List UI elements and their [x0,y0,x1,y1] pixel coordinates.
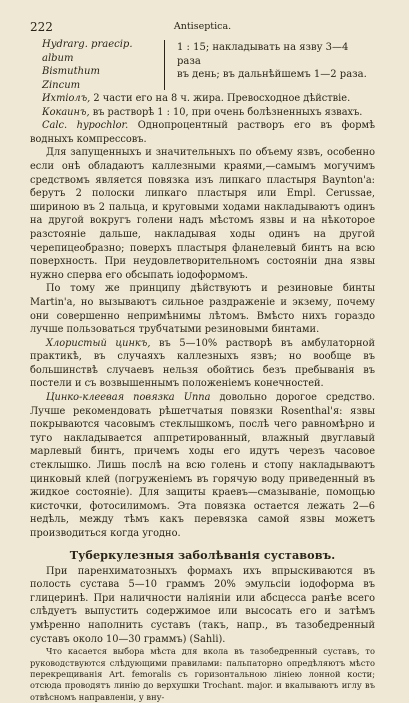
ingredient-line: Hydrarg. praecip. album [42,39,133,64]
ingredient-line: Zincum [42,79,81,91]
footnote-paragraph: Что касается выбора мѣста для вкола въ тазобедренный суставъ, то руководствуются слѣдующими правилами: пальпаторно опредѣляютъ мѣсто перекрещиванія Art. femoralis съ горизонтальною лініею лонной кости; отсюда проводятъ линію до верхушки Trochant. major. и вкалываютъ иглу въ отвѣсномъ направленіи, у вну- [30,646,375,702]
paragraph-text: въ 5—10% растворѣ въ амбулаторной практикѣ, въ случаяхъ каллезныхъ язвъ; но вообще въ большинствѣ случаевъ нельзя обойтись безъ пребыванія въ постели и съ возвышеннымъ положеніемъ конечностей. [30,337,375,390]
prescription-instructions [177,38,375,92]
section-heading: Туберкулезныя заболѣванія суставовъ. [69,547,336,562]
body-paragraph [30,391,375,541]
remedy-text: въ растворѣ 1 : 10, при очень болѣзненныхъ язвахъ. [89,106,363,118]
remedy-name: Кокаинъ, [42,106,90,118]
instruction-line: 1 : 15; накладывать на язву 3—4 раза [177,42,349,67]
body-paragraph: Для запущенныхъ и значительныхъ по объему язвъ, особенно если онѣ обладаютъ каллезными краями,—самымъ могучимъ средствомъ является повязка изъ липкаго пластыря Baynton'а: берутъ 2 полоски липкаго пластыря или Empl. Cerussae, шириною въ 2 пальца, и круговыми ходами накладываютъ одинъ на другой вокругъ голени надъ мѣстомъ язвы и на нѣкоторое разстояніе дальше, накладывая ходы одинъ на другой черепицеобразно; поверхъ пластыря фланелевый бинтъ на всю поверхность. При неудовлетворительномъ состояніи дна язвы нужно сперва его обсыпать іодоформомъ. [30,147,375,281]
running-title: Antiseptica. [173,21,232,32]
brace-divider [164,40,169,90]
section-paragraph: При паренхиматозныхъ формахъ ихъ впрыскиваются въ полость сустава 5—10 граммъ 20% эмульсіи іодоформа въ глицеринѣ. При наличности наліяніи или абсцесса ранѣе всего слѣдуетъ выпустить содержимое или высосать его и затѣмъ умѣренно наполнить суставъ (такъ, напр., въ тазобедренный суставъ около 10—30 граммъ) (Sahli). [30,565,375,645]
body-paragraph: По тому же принципу дѣйствуютъ и резиновые бинты Martin'а, но вызываютъ сильное раздраженіе и экзему, почему они совершенно непримѣнимы лѣтомъ. Вмѣсто нихъ гораздо лучше пользоваться трубчатыми резиновыми бинтами. [30,283,375,336]
instruction-line: въ день; въ дальнѣйшемъ 1—2 раза. [177,69,367,80]
body-paragraph [30,337,375,391]
remedy-name: Ихтіолъ, [42,93,91,104]
prescription-block [30,38,375,92]
paragraph-text: довольно дорогое средство. Лучше рекомендовать рѣшетчатыя повязки Rosenthal'я: язвы покрываются часовымъ стеклышкомъ, послѣ чего равномѣрно и туго накладывается аппретированный, влажный двуглавый марлевый бинтъ, причемъ ходы его идутъ черезъ часовое стеклышко. Лишь послѣ на всю голень и стопу накладываютъ цинковый клей (погруженіемъ въ горячую воду приведенный въ жидкое состояніе). Для защиты краевъ—смазываніе, помощью кисточки, фотосилимомъ. Эта повязка остается лежать 2—6 недѣль, между тѣмъ какъ перевязка самой язвы можетъ производиться когда угодно. [30,392,375,539]
remedy-text: Однопроцентный растворъ его въ формѣ водныхъ компрессовъ. [30,120,376,145]
paragraph-lead: Хлористый цинкъ, [46,337,151,349]
remedy-item [30,119,375,146]
remedy-item [30,106,375,120]
paragraph-lead: Цинко-клеевая повязка Unna [46,392,211,404]
page-number: 222 [30,20,53,34]
remedy-name: Calc. hypochlor. [42,120,129,132]
page-header [30,20,375,36]
remedy-text: 2 части его на 8 ч. жира. Превосходное дѣйствіе. [90,93,351,104]
remedy-item [30,92,375,106]
ingredient-line: Bismuthum [42,66,100,77]
prescription-ingredients [30,38,160,92]
